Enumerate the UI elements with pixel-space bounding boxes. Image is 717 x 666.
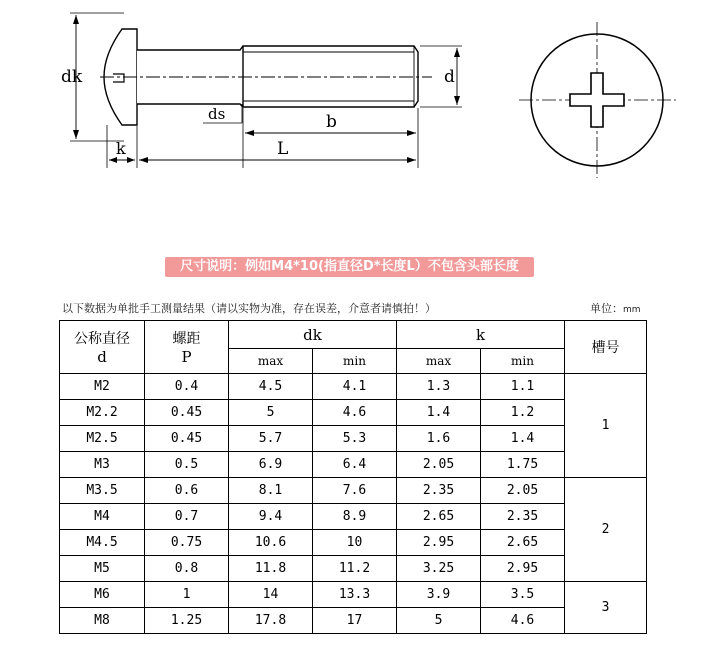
cell-k-min: 3.5 — [481, 582, 565, 608]
cell-d: M2 — [60, 374, 145, 400]
cell-dk-min: 6.4 — [313, 452, 397, 478]
screw-spec-table — [59, 320, 647, 634]
cell-dk-min: 11.2 — [313, 556, 397, 582]
header-k-min: min — [481, 349, 565, 374]
d-arrow-top — [454, 48, 460, 57]
header-dk-min: min — [313, 349, 397, 374]
cell-k-min: 1.1 — [481, 374, 565, 400]
cell-d: M2.2 — [60, 400, 145, 426]
cell-d: M3.5 — [60, 478, 145, 504]
unit-prefix: 单位： — [590, 302, 623, 315]
cell-d: M5 — [60, 556, 145, 582]
label-b: b — [326, 112, 337, 132]
phillips-cross-recess — [570, 73, 624, 127]
cell-k-max: 2.35 — [397, 478, 481, 504]
table-row — [60, 556, 647, 582]
cell-dk-min: 4.1 — [313, 374, 397, 400]
cell-pitch: 0.7 — [145, 504, 229, 530]
label-k: k — [116, 139, 126, 158]
cell-pitch: 0.4 — [145, 374, 229, 400]
cell-dk-max: 6.9 — [229, 452, 313, 478]
cell-k-max: 2.65 — [397, 504, 481, 530]
screw-technical-drawing — [0, 0, 717, 200]
cell-pitch: 0.45 — [145, 400, 229, 426]
unit-value: mm — [623, 305, 641, 315]
cell-dk-min: 17 — [313, 608, 397, 634]
table-row — [60, 582, 647, 608]
cell-d: M4.5 — [60, 530, 145, 556]
k-arrow-right — [127, 157, 135, 163]
header-pitch-label: 螺距 — [172, 331, 201, 347]
cell-k-min: 1.2 — [481, 400, 565, 426]
cell-k-max: 1.4 — [397, 400, 481, 426]
cell-k-min: 2.65 — [481, 530, 565, 556]
cell-dk-min: 7.6 — [313, 478, 397, 504]
cell-dk-min: 13.3 — [313, 582, 397, 608]
cell-k-min: 2.95 — [481, 556, 565, 582]
cell-d: M6 — [60, 582, 145, 608]
cell-d: M8 — [60, 608, 145, 634]
measurement-disclaimer: 以下数据为单批手工测量结果（请以实物为准，存在误差，介意者请慎拍！） — [62, 302, 436, 315]
table-row — [60, 608, 647, 634]
header-nominal-symbol: d — [97, 348, 107, 366]
cell-pitch: 1 — [145, 582, 229, 608]
cell-dk-max: 4.5 — [229, 374, 313, 400]
header-pitch-symbol: P — [181, 348, 192, 366]
header-pitch — [145, 321, 229, 374]
b-arrow-left — [245, 130, 254, 136]
cell-dk-max: 5 — [229, 400, 313, 426]
cell-k-max: 1.6 — [397, 426, 481, 452]
cell-dk-max: 9.4 — [229, 504, 313, 530]
cell-d: M4 — [60, 504, 145, 530]
cell-k-max: 1.3 — [397, 374, 481, 400]
spec-table-body — [60, 374, 647, 634]
cell-slot-3: 3 — [565, 582, 647, 634]
b-arrow-right — [407, 130, 416, 136]
unit-label — [590, 300, 641, 316]
table-row — [60, 530, 647, 556]
table-row — [60, 374, 647, 400]
dk-arrow-bottom — [73, 130, 79, 139]
cell-dk-max: 11.8 — [229, 556, 313, 582]
header-dk-max: max — [229, 349, 313, 374]
d-arrow-bottom — [454, 96, 460, 105]
table-row — [60, 478, 647, 504]
cell-dk-max: 10.6 — [229, 530, 313, 556]
cell-k-min: 2.05 — [481, 478, 565, 504]
cell-pitch: 1.25 — [145, 608, 229, 634]
table-row — [60, 400, 647, 426]
cell-k-min: 4.6 — [481, 608, 565, 634]
label-d: d — [444, 67, 455, 87]
cell-d: M2.5 — [60, 426, 145, 452]
table-row — [60, 452, 647, 478]
cell-slot-1: 1 — [565, 374, 647, 478]
cell-pitch: 0.5 — [145, 452, 229, 478]
cell-k-min: 2.35 — [481, 504, 565, 530]
cell-pitch: 0.75 — [145, 530, 229, 556]
table-row — [60, 426, 647, 452]
cell-k-min: 1.75 — [481, 452, 565, 478]
header-nominal-diameter — [60, 321, 145, 374]
header-k: k — [397, 321, 565, 349]
cell-slot-2: 2 — [565, 478, 647, 582]
cell-k-max: 2.95 — [397, 530, 481, 556]
cell-k-max: 5 — [397, 608, 481, 634]
cell-dk-max: 5.7 — [229, 426, 313, 452]
label-ds: ds — [208, 105, 226, 123]
cell-dk-min: 8.9 — [313, 504, 397, 530]
cell-dk-min: 10 — [313, 530, 397, 556]
header-slot-number: 槽号 — [565, 321, 647, 374]
cell-k-max: 3.9 — [397, 582, 481, 608]
cell-pitch: 0.45 — [145, 426, 229, 452]
cell-k-max: 2.05 — [397, 452, 481, 478]
cell-dk-max: 8.1 — [229, 478, 313, 504]
cell-d: M3 — [60, 452, 145, 478]
cell-dk-max: 17.8 — [229, 608, 313, 634]
cell-dk-max: 14 — [229, 582, 313, 608]
cell-dk-min: 5.3 — [313, 426, 397, 452]
header-dk: dk — [229, 321, 397, 349]
cell-dk-min: 4.6 — [313, 400, 397, 426]
cell-pitch: 0.8 — [145, 556, 229, 582]
label-dk: dk — [61, 67, 83, 87]
dimension-note-banner: 尺寸说明：例如M4*10(指直径D*长度L）不包含头部长度 — [165, 257, 534, 277]
cell-pitch: 0.6 — [145, 478, 229, 504]
cell-k-max: 3.25 — [397, 556, 481, 582]
header-k-max: max — [397, 349, 481, 374]
L-arrow-right — [407, 157, 416, 163]
cell-k-min: 1.4 — [481, 426, 565, 452]
header-nominal-label: 公称直径 — [74, 331, 130, 347]
screw-shank-outline — [137, 46, 418, 107]
table-row — [60, 504, 647, 530]
L-arrow-left — [139, 157, 148, 163]
label-L: L — [277, 139, 289, 159]
dk-arrow-top — [73, 15, 79, 24]
